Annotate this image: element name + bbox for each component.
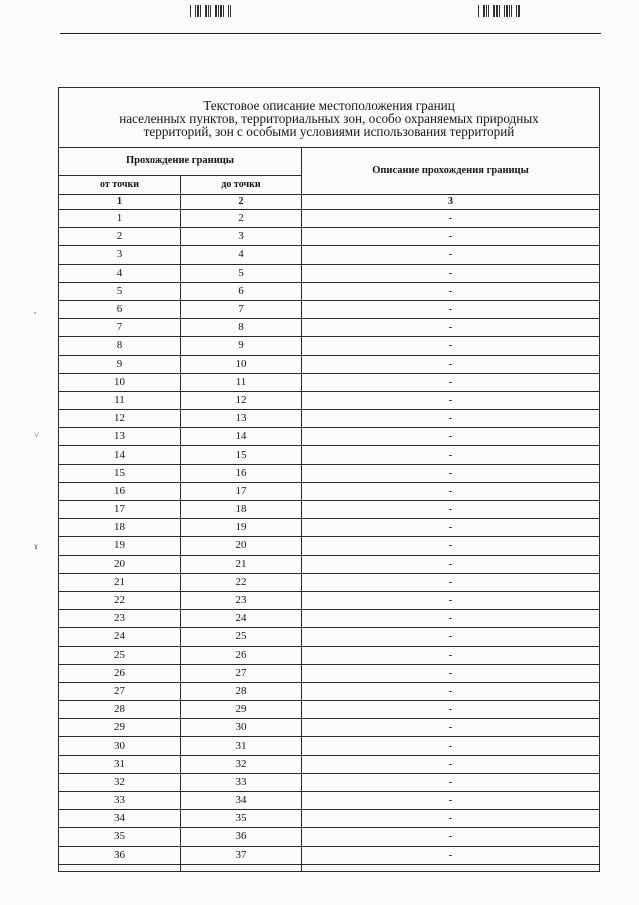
- column-number-row: [59, 195, 600, 210]
- from-point-cell: 1: [59, 210, 181, 228]
- to-point-header: до точки: [181, 176, 302, 195]
- description-cell: -: [302, 610, 600, 628]
- to-point-cell: 24: [181, 610, 302, 628]
- from-point-cell: 18: [59, 519, 181, 537]
- scan-barcode-mark-left: [190, 5, 231, 17]
- to-point-cell: 27: [181, 664, 302, 682]
- table-row: [59, 773, 600, 791]
- column-number: 1: [59, 195, 181, 210]
- from-point-cell: 17: [59, 501, 181, 519]
- to-point-cell: 4: [181, 246, 302, 264]
- to-point-cell: 37: [181, 846, 302, 864]
- from-point-cell: 2: [59, 228, 181, 246]
- scan-speck: ˅: [34, 430, 40, 440]
- from-point-cell: 14: [59, 446, 181, 464]
- table-row: [59, 319, 600, 337]
- table-row: [59, 446, 600, 464]
- from-point-cell: 22: [59, 591, 181, 609]
- table-row: [59, 537, 600, 555]
- from-point-cell: 9: [59, 355, 181, 373]
- boundary-description-table: [58, 87, 600, 872]
- table-row: [59, 246, 600, 264]
- from-point-cell: 30: [59, 737, 181, 755]
- to-point-cell: 36: [181, 828, 302, 846]
- scan-speck: ɤ: [34, 541, 38, 551]
- to-point-cell: 23: [181, 591, 302, 609]
- description-cell: -: [302, 428, 600, 446]
- to-point-cell: 3: [181, 228, 302, 246]
- table-row: [59, 719, 600, 737]
- from-point-cell: 19: [59, 537, 181, 555]
- from-point-header: от точки: [59, 176, 181, 195]
- description-cell: -: [302, 792, 600, 810]
- description-cell: -: [302, 373, 600, 391]
- description-cell: -: [302, 555, 600, 573]
- from-point-cell: 23: [59, 610, 181, 628]
- to-point-cell: 35: [181, 810, 302, 828]
- description-cell: -: [302, 810, 600, 828]
- to-point-cell: 20: [181, 537, 302, 555]
- to-point-cell: 13: [181, 410, 302, 428]
- to-point-cell: 29: [181, 701, 302, 719]
- from-point-cell: 7: [59, 319, 181, 337]
- table-row: [59, 664, 600, 682]
- description-cell: -: [302, 755, 600, 773]
- table-row: [59, 828, 600, 846]
- scan-barcode-mark-right: [478, 5, 520, 17]
- from-point-cell: 36: [59, 846, 181, 864]
- description-cell: -: [302, 591, 600, 609]
- description-cell: -: [302, 846, 600, 864]
- table-row: [59, 228, 600, 246]
- to-point-cell: 19: [181, 519, 302, 537]
- to-point-cell: 22: [181, 573, 302, 591]
- description-cell: -: [302, 664, 600, 682]
- to-point-cell: 10: [181, 355, 302, 373]
- description-cell: -: [302, 501, 600, 519]
- to-point-cell: 26: [181, 646, 302, 664]
- to-point-cell: 11: [181, 373, 302, 391]
- empty-cell: [302, 864, 600, 871]
- description-cell: -: [302, 773, 600, 791]
- from-point-cell: 34: [59, 810, 181, 828]
- to-point-cell: 31: [181, 737, 302, 755]
- from-point-cell: 10: [59, 373, 181, 391]
- table-row: [59, 210, 600, 228]
- from-point-cell: 12: [59, 410, 181, 428]
- to-point-cell: 33: [181, 773, 302, 791]
- to-point-cell: 16: [181, 464, 302, 482]
- table-row: [59, 501, 600, 519]
- from-point-cell: 33: [59, 792, 181, 810]
- description-cell: -: [302, 646, 600, 664]
- empty-cell: [59, 864, 181, 871]
- from-point-cell: 4: [59, 264, 181, 282]
- from-point-cell: 24: [59, 628, 181, 646]
- description-cell: -: [302, 682, 600, 700]
- table-tail-row: [59, 864, 600, 871]
- to-point-cell: 28: [181, 682, 302, 700]
- title-line: населенных пунктов, территориальных зон, особо охраняемых природных: [119, 110, 539, 126]
- table-row: [59, 373, 600, 391]
- to-point-cell: 7: [181, 300, 302, 318]
- from-point-cell: 3: [59, 246, 181, 264]
- to-point-cell: 32: [181, 755, 302, 773]
- description-cell: -: [302, 737, 600, 755]
- title-line: Текстовое описание местоположения границ: [203, 97, 455, 113]
- from-point-cell: 27: [59, 682, 181, 700]
- passage-header: Прохождение границы: [59, 148, 302, 176]
- from-point-cell: 13: [59, 428, 181, 446]
- from-point-cell: 21: [59, 573, 181, 591]
- title-line: территорий, зон с особыми условиями использования территорий: [143, 124, 515, 140]
- table-title: [59, 88, 600, 148]
- table-row: [59, 482, 600, 500]
- to-point-cell: 2: [181, 210, 302, 228]
- from-point-cell: 28: [59, 701, 181, 719]
- table-row: [59, 755, 600, 773]
- description-cell: -: [302, 719, 600, 737]
- table-row: [59, 264, 600, 282]
- description-cell: -: [302, 210, 600, 228]
- table-row: [59, 355, 600, 373]
- to-point-cell: 25: [181, 628, 302, 646]
- table-row: [59, 464, 600, 482]
- table-row: [59, 391, 600, 409]
- description-cell: -: [302, 319, 600, 337]
- description-header: Описание прохождения границы: [302, 148, 600, 195]
- empty-cell: [181, 864, 302, 871]
- table-row: [59, 591, 600, 609]
- from-point-cell: 26: [59, 664, 181, 682]
- table-row: [59, 519, 600, 537]
- table-row: [59, 846, 600, 864]
- from-point-cell: 29: [59, 719, 181, 737]
- table-row: [59, 628, 600, 646]
- description-cell: -: [302, 464, 600, 482]
- table-row: [59, 573, 600, 591]
- to-point-cell: 34: [181, 792, 302, 810]
- from-point-cell: 31: [59, 755, 181, 773]
- description-cell: -: [302, 282, 600, 300]
- from-point-cell: 6: [59, 300, 181, 318]
- from-point-cell: 15: [59, 464, 181, 482]
- table-row: [59, 682, 600, 700]
- from-point-cell: 25: [59, 646, 181, 664]
- description-cell: -: [302, 482, 600, 500]
- description-cell: -: [302, 264, 600, 282]
- description-cell: -: [302, 446, 600, 464]
- from-point-cell: 5: [59, 282, 181, 300]
- table-row: [59, 555, 600, 573]
- description-cell: -: [302, 228, 600, 246]
- table-row: [59, 300, 600, 318]
- to-point-cell: 21: [181, 555, 302, 573]
- description-cell: -: [302, 337, 600, 355]
- to-point-cell: 5: [181, 264, 302, 282]
- from-point-cell: 35: [59, 828, 181, 846]
- description-cell: -: [302, 355, 600, 373]
- table-row: [59, 282, 600, 300]
- to-point-cell: 17: [181, 482, 302, 500]
- description-cell: -: [302, 701, 600, 719]
- table-row: [59, 428, 600, 446]
- description-cell: -: [302, 519, 600, 537]
- to-point-cell: 8: [181, 319, 302, 337]
- to-point-cell: 15: [181, 446, 302, 464]
- column-number: 3: [302, 195, 600, 210]
- scan-speck: ,: [34, 305, 37, 315]
- table-row: [59, 410, 600, 428]
- table-row: [59, 792, 600, 810]
- to-point-cell: 18: [181, 501, 302, 519]
- from-point-cell: 11: [59, 391, 181, 409]
- to-point-cell: 6: [181, 282, 302, 300]
- to-point-cell: 9: [181, 337, 302, 355]
- header-rule: [60, 33, 601, 34]
- table-row: [59, 737, 600, 755]
- description-cell: -: [302, 410, 600, 428]
- to-point-cell: 12: [181, 391, 302, 409]
- description-cell: -: [302, 828, 600, 846]
- to-point-cell: 14: [181, 428, 302, 446]
- from-point-cell: 32: [59, 773, 181, 791]
- from-point-cell: 8: [59, 337, 181, 355]
- table-row: [59, 337, 600, 355]
- description-cell: -: [302, 391, 600, 409]
- table-row: [59, 810, 600, 828]
- from-point-cell: 16: [59, 482, 181, 500]
- from-point-cell: 20: [59, 555, 181, 573]
- description-cell: -: [302, 300, 600, 318]
- description-cell: -: [302, 573, 600, 591]
- column-number: 2: [181, 195, 302, 210]
- table-row: [59, 646, 600, 664]
- description-cell: -: [302, 246, 600, 264]
- to-point-cell: 30: [181, 719, 302, 737]
- table-row: [59, 610, 600, 628]
- description-cell: -: [302, 537, 600, 555]
- table-row: [59, 701, 600, 719]
- description-cell: -: [302, 628, 600, 646]
